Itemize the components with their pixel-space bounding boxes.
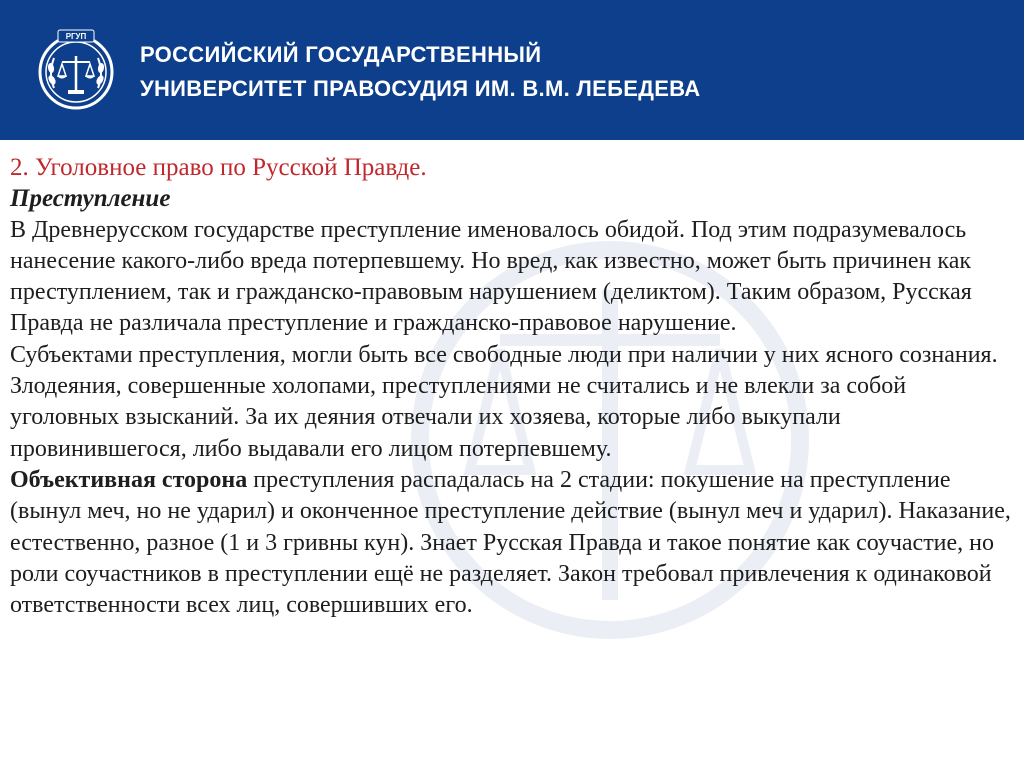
university-name-line1: РОССИЙСКИЙ ГОСУДАРСТВЕННЫЙ <box>140 42 542 67</box>
slide-content <box>10 152 1014 621</box>
university-name-line2: УНИВЕРСИТЕТ ПРАВОСУДИЯ ИМ. В.М. ЛЕБЕДЕВА <box>140 76 701 101</box>
paragraph-3-text: преступления распадалась на 2 стадии: покушение на преступление (вынул меч, но не ударил) и оконченное преступление действие (вынул меч и ударил). Наказание, естественно, разное (1 и 3 гривны кун). Знает Русская Правда и такое понятие как соучастие, но роли соучастников в преступлении ещё не разделяет. Закон требовал привлечения к одинаковой ответственности всех лиц, совершивших его. <box>10 466 1011 619</box>
paragraph-2: Субъектами преступления, могли быть все свободные люди при наличии у них ясного сознания. Злодеяния, совершенные холопами, преступлениями не считались и не влекли за собой уголовных взысканий. За их деяния отвечали их хозяева, которые либо выкупали провинившегося, либо выдавали его лицом потерпевшему. <box>10 341 998 462</box>
section-heading: Преступление <box>10 185 171 213</box>
paragraph-1: В Древнерусском государстве преступление именовалось обидой. Под этим подразумевалось нанесение какого-либо вреда потерпевшему. Но вред, как известно, может быть причинен как преступлением, так и гражданско-правовым нарушением (деликтом). Таким образом, Русская Правда не различала преступление и гражданско-правовое нарушение. <box>10 216 972 337</box>
emblem-label: РГУП <box>65 32 87 41</box>
paragraph-3 <box>10 465 1014 621</box>
paragraph-3-bold-term: Объективная сторона <box>10 466 248 493</box>
slide-title: 2. Уголовное право по Русской Правде. <box>10 154 427 181</box>
university-emblem-icon <box>36 28 116 112</box>
header-banner <box>0 0 1024 140</box>
university-name <box>140 38 700 106</box>
